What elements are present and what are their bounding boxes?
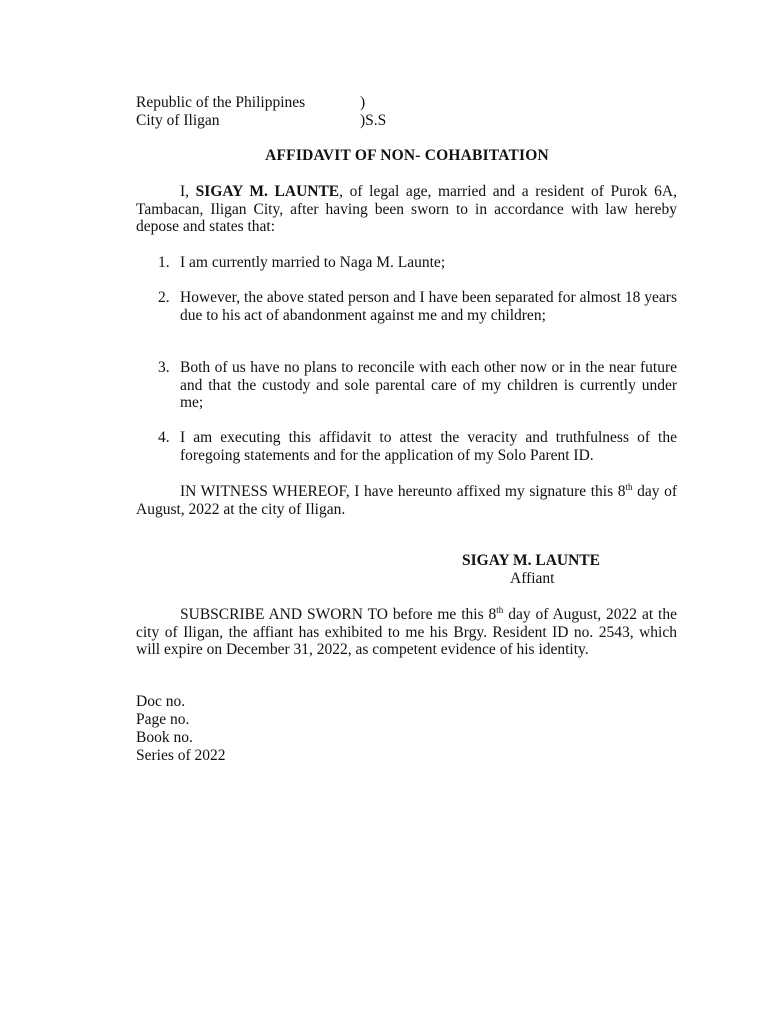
doc-number-label: Doc no. xyxy=(136,693,186,710)
statement-text: I am currently married to Naga M. Launte; xyxy=(180,254,446,271)
jurat-ordinal: th xyxy=(496,604,504,615)
jurat-paragraph xyxy=(136,606,677,659)
witness-paragraph xyxy=(136,483,677,518)
statement-number: 2. xyxy=(158,289,170,306)
affiant-name-inline: SIGAY M. LAUNTE xyxy=(195,183,340,200)
statement-text: Both of us have no plans to reconcile with each other now or in the near future and that the custody and sole parental care of my children is currently under me; xyxy=(180,359,677,412)
statement-text: I am executing this affidavit to attest the veracity and truthfulness of the foregoing statements and for the application of my Solo Parent ID. xyxy=(180,429,677,464)
witness-text-start: IN WITNESS WHEREOF, I have hereunto affixed my signature this 8 xyxy=(180,483,626,500)
intro-text: , of legal age, married and a resident of Purok 6A, Tambacan, Iligan City, after having been sworn to in accordance with law hereby depose and states that: xyxy=(136,183,678,236)
statement-number: 4. xyxy=(158,429,170,446)
intro-paragraph xyxy=(136,183,677,236)
jurat-text-end: day of August, 2022 at the city of Iligan, the affiant has exhibited to me his Brgy. Resident ID no. 2543, which will expire on December 31, 2022, as competent evidence of his identity. xyxy=(136,606,677,659)
affiant-label: Affiant xyxy=(510,570,555,587)
document-title: AFFIDAVIT OF NON- COHABITATION xyxy=(265,147,549,164)
series-label: Series of 2022 xyxy=(136,747,226,764)
venue-paren-1: ) xyxy=(360,94,366,111)
affiant-signature-name: SIGAY M. LAUNTE xyxy=(462,552,600,569)
page-number-label: Page no. xyxy=(136,711,190,728)
venue-city: City of Iligan xyxy=(136,112,220,129)
statement-number: 1. xyxy=(158,254,170,271)
statement-number: 3. xyxy=(158,359,170,376)
intro-prefix: I, xyxy=(180,183,196,200)
witness-ordinal: th xyxy=(625,481,633,492)
book-number-label: Book no. xyxy=(136,729,193,746)
venue-republic: Republic of the Philippines xyxy=(136,94,306,111)
jurat-text-start: SUBSCRIBE AND SWORN TO before me this 8 xyxy=(180,606,497,623)
venue-ss: )S.S xyxy=(360,112,387,129)
witness-text-end: day of August, 2022 at the city of Iligan. xyxy=(136,483,677,518)
statement-text: However, the above stated person and I have been separated for almost 18 years due to his act of abandonment against me and my children; xyxy=(180,289,677,324)
